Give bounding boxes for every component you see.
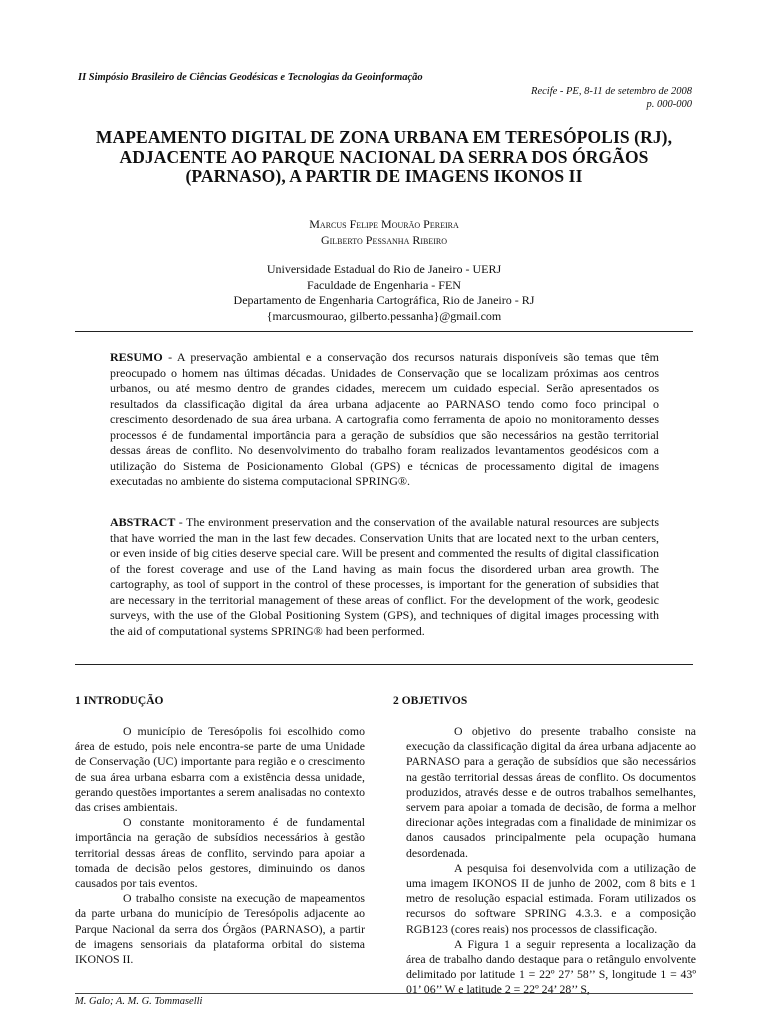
- page-range: p. 000-000: [646, 99, 692, 110]
- abstract-label: ABSTRACT: [110, 515, 176, 529]
- title-line: MAPEAMENTO DIGITAL DE ZONA URBANA EM TERESÓPOLIS (RJ),: [95, 127, 673, 147]
- objetivos-column: [406, 724, 696, 998]
- affiliation-university: Universidade Estadual do Rio de Janeiro - UERJ: [266, 262, 502, 276]
- resumo-text: - A preservação ambiental e a conservação dos recursos naturais disponíveis são temas que têm preocupado o homem nas últimas décadas. Unidades de Conservação que se localizam próximas aos centros urbanos, ou até mesmo dentro de grandes cidades, merecem um cuidado especial. Serão apresentados os resultados da classificação digital da área urbana adjacente ao PARNASO tendo como foco principal o crescimento desordenado de sua área urbana. A cartografia como ferramenta de apoio no monitoramento desses processos é de fundamental importância para a geração de subsídios que são necessários na gestão territorial dessas áreas de conflito. No desenvolvimento do trabalho foram realizados levantamentos geodésicos com a utilização do Sistema de Posicionamento Global (GPS) e técnicas de processamento digital de imagens executadas no ambiente do sistema computacional SPRING®.: [110, 350, 659, 488]
- paragraph: O trabalho consiste na execução de mapeamentos da parte urbana do município de Teresópolis adjacente ao Parque Nacional da serra dos Órgãos (PARNASO), a partir de imagens sensoriais da plataforma orbital do sistema IKONOS II.: [75, 891, 365, 967]
- paragraph: O constante monitoramento é de fundamental importância na geração de subsídios necessários à gestão territorial dessas áreas de conflito, servindo para apoiar a tomada de decisão pelos gestores, diminuindo os danos causados por tais eventos.: [75, 815, 365, 891]
- author-name: Gilberto Pessanha Ribeiro: [320, 233, 448, 247]
- header-divider: [75, 331, 693, 332]
- introducao-column: [75, 724, 365, 967]
- paragraph: O objetivo do presente trabalho consiste na execução da classificação digital da área urbana adjacente ao PARNASO para a geração de subsídios que são necessários na gestão territorial dessas áreas de conflito. Os documentos produzidos, através desse e de outros trabalhos semelhantes, servem para apoiar a tomada de decisão, de forma a melhor direcionar ações integradas com a finalidade de minimizar os danos causados principalmente pela ocupação humana desordenada.: [406, 724, 696, 860]
- resumo-block: [110, 350, 659, 490]
- author-emails: {marcusmourao, gilberto.pessanha}@gmail.com: [266, 308, 502, 323]
- affiliation-faculty: Faculdade de Engenharia - FEN: [307, 277, 461, 292]
- paragraph: A Figura 1 a seguir representa a localização da área de trabalho dando destaque para o retângulo envolvente delimitado por latitude 1 = 22º 27’ 58’’ S, longitude 1 = 43º 01’ 06’’ W e latitude 2 = 22º 24’ 28’’ S,: [406, 936, 696, 997]
- footer-divider: [75, 993, 693, 994]
- affiliation: [60, 262, 708, 324]
- conference-name: II Simpósio Brasileiro de Ciências Geodésicas e Tecnologias da Geoinformação: [78, 72, 423, 83]
- affiliation-department: Departamento de Engenharia Cartográfica, Rio de Janeiro - RJ: [233, 293, 535, 307]
- paragraph: A pesquisa foi desenvolvida com a utilização de uma imagem IKONOS II de junho de 2002, com 8 bits e 1 metro de resolução espacial estimada. Foram utilizados os recursos do software SPRING 4.3.3. e a composição RGB123 (cores reais) nos processos de classificação.: [406, 860, 696, 936]
- abstract-text: - The environment preservation and the conservation of the available natural resources are subjects that have worried the man in the last few decades. Conservation Units that are located next to the urban centers, or even inside of big cities deserve special care. Will be present and commented the results of digital classification of the forest coverage and use of the Land having as main focus the disordered urban area growth. The cartography, as tool of support in the control of these processes, is important for the generation of subsidies that are necessary in the territorial management of these areas of conflict. For the development of the work, geodesic surveys, with the use of the Global Positioning System (GPS), and techniques of digital images processing with the aid of computational systems SPRING® had been performed.: [110, 515, 659, 638]
- title-line: ADJACENTE AO PARQUE NACIONAL DA SERRA DOS ÓRGÃOS: [119, 146, 649, 167]
- abstract-divider: [75, 664, 693, 665]
- abstract-block: [110, 515, 659, 639]
- section-heading-objetivos: 2 OBJETIVOS: [393, 695, 468, 707]
- title-line: (PARNASO), A PARTIR DE IMAGENS IKONOS II: [185, 166, 583, 186]
- author-name: Marcus Felipe Mourão Pereira: [309, 217, 459, 231]
- footer-authors: M. Galo; A. M. G. Tommaselli: [75, 996, 203, 1007]
- paragraph: O município de Teresópolis foi escolhido como área de estudo, pois nele encontra-se parte de uma Unidade de Conservação (UC) importante para região e o crescimento de sua área urbana esbarra com a existência dessa unidade, gerando questões importantes a serem analisadas no contexto das crises ambientais.: [75, 724, 365, 815]
- location-date: Recife - PE, 8-11 de setembro de 2008: [531, 86, 692, 97]
- author-list: [60, 216, 708, 248]
- paper-title: [60, 128, 708, 187]
- section-heading-introducao: 1 INTRODUÇÃO: [75, 695, 164, 707]
- resumo-label: RESUMO: [110, 350, 163, 364]
